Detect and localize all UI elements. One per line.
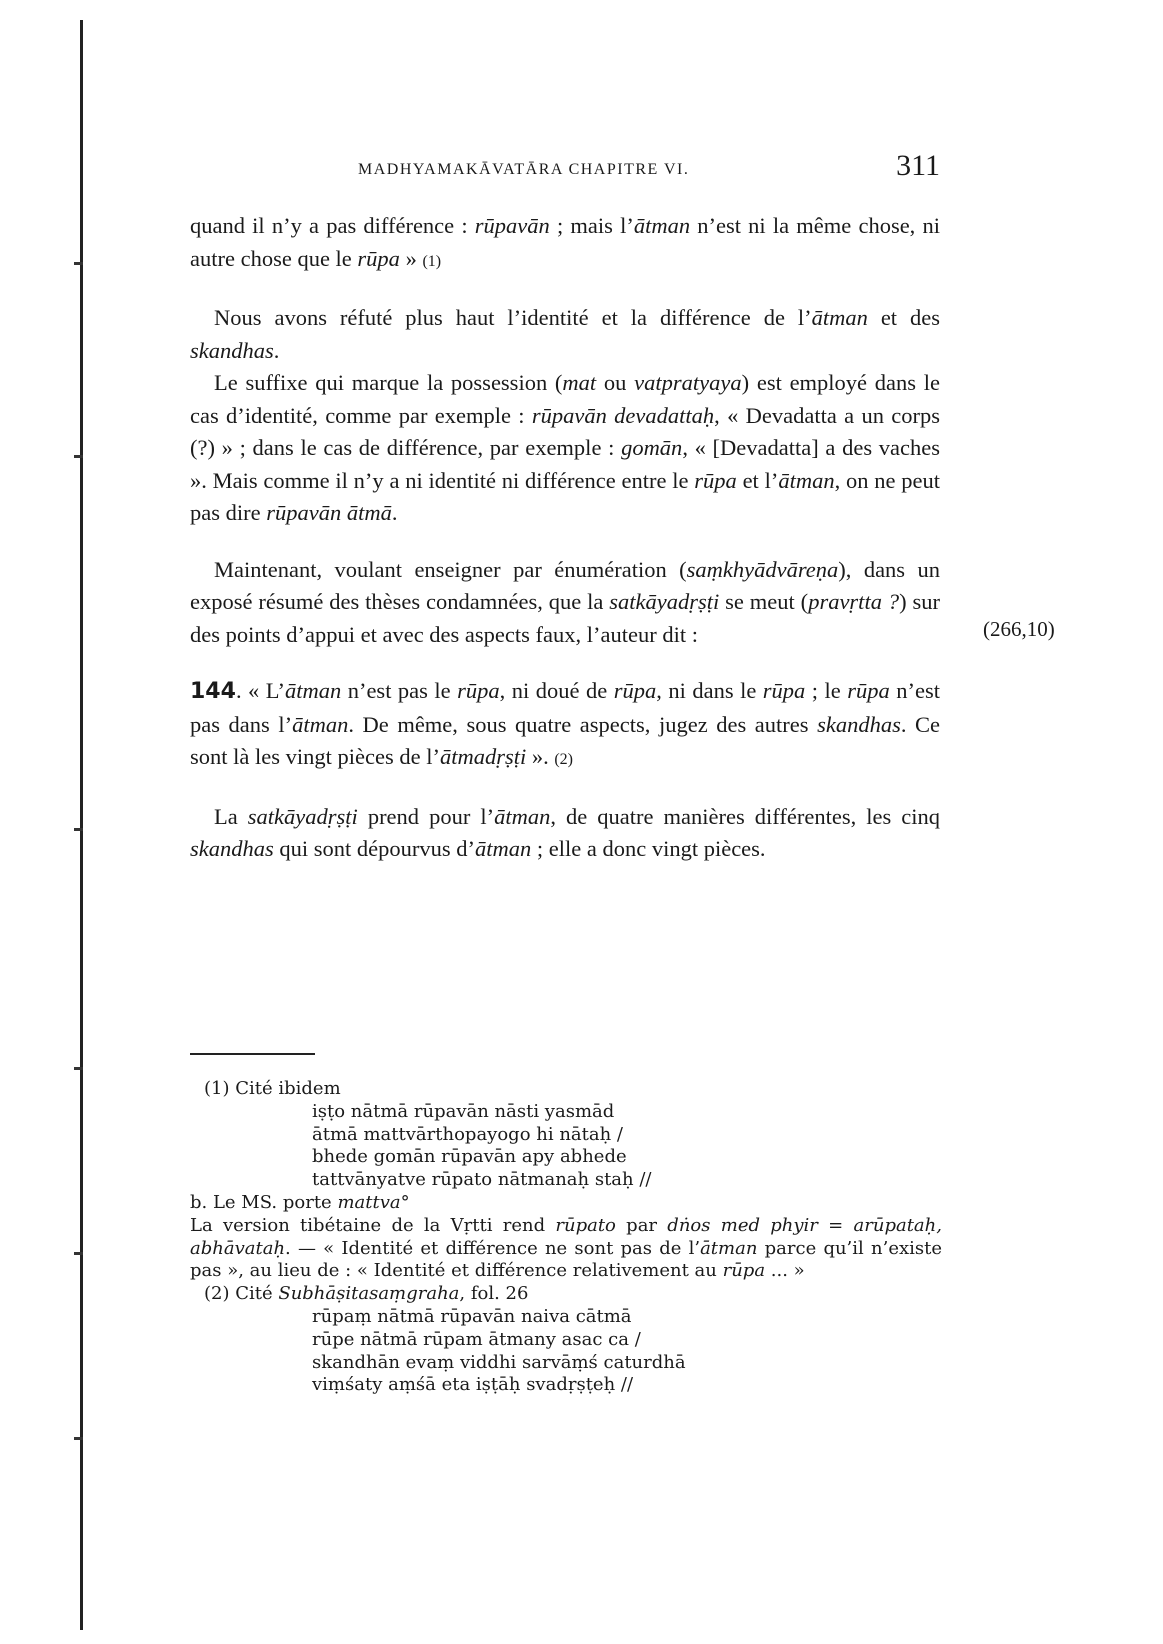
margin-reference: (266,10) [983, 617, 1055, 641]
verse-line: iṣṭo nātmā rūpavān nāsti yasmād [312, 1100, 615, 1122]
paragraph: La satkāyadṛṣṭi prend pour l’ātman, de quatre manières différentes, les cinq skandhas qui sont dépourvus d’ātman ; elle a donc vingt pièces. [190, 803, 941, 861]
footnote-label: (2) Cité Subhāṣitasaṃgraha, fol. 26 [204, 1283, 529, 1305]
footnote-label: (1) Cité ibidem [204, 1078, 341, 1099]
body-text [190, 210, 940, 866]
footnote-text: b. Le MS. porte mattva° [190, 1191, 410, 1213]
paragraph: quand il n’y a pas différence : rūpavān ; mais l’ātman n’est ni la même chose, ni autre chose que le rūpa » (1) [190, 213, 940, 271]
header-title: MADHYAMAKĀVATĀRA CHAPITRE VI. [358, 161, 690, 178]
footnotes [190, 1078, 942, 1397]
paragraph: Nous avons réfuté plus haut l’identité et la différence de l’ātman et des skandhas. [190, 305, 940, 363]
verse-144: 144. « L’ātman n’est pas le rūpa, ni doué de rūpa, ni dans le rūpa ; le rūpa n’est pas dans l’ātman. De même, sous quatre aspects, jugez des autres skandhas. Ce sont là les vingt pièces de l’ātmadṛṣṭi ». (2) [190, 678, 941, 769]
footnote-text: La version tibétaine de la Vṛtti rend rūpato par dṅos med phyir = arūpataḥ, abhāvataḥ. — « Identité et différence ne sont pas de l’ātman parce qu’il n’existe pas », au lieu de : « Identité et différence relativement au rūpa ... » [190, 1214, 942, 1282]
binding-tick [74, 1252, 83, 1255]
binding-tick [74, 1437, 83, 1440]
verse-line: rūpaṃ nātmā rūpavān naiva cātmā [312, 1305, 632, 1327]
verse-number: 144 [190, 679, 236, 704]
binding-tick [74, 262, 83, 265]
verse-line: ātmā mattvārthopayogo hi nātaḥ / [312, 1123, 624, 1145]
verse-line: rūpe nātmā rūpam ātmany asac ca / [312, 1328, 641, 1350]
footnote-rule [190, 1053, 315, 1055]
verse-line: bhede gomān rūpavān apy abhede [312, 1146, 627, 1168]
verse-line: tattvānyatve rūpato nātmanaḥ staḥ // [312, 1169, 652, 1191]
paragraph: Maintenant, voulant enseigner par énumération (saṃkhyādvāreṇa), dans un exposé résumé des thèses condamnées, que la satkāyadṛṣṭi se meut (pravṛtta ?) sur des points d’appui et avec des aspects faux, l’auteur dit : [190, 556, 940, 647]
footnote-ref: (1) [422, 252, 442, 270]
page-number: 311 [896, 149, 940, 182]
paragraph: Le suffixe qui marque la possession (mat ou vatpratyaya) est employé dans le cas d’identité, comme par exemple : rūpavān devadattaḥ, « Devadatta a un corps (?) » ; dans le cas de différence, par exemple : gomān, « [Devadatta] a des vaches ». Mais comme il n’y a ni identité ni différence entre le rūpa et l’ātman, on ne peut pas dire rūpavān ātmā. [190, 370, 941, 525]
footnote-ref: (2) [554, 751, 573, 768]
binding-tick [74, 455, 83, 458]
verse-line: skandhān evaṃ viddhi sarvāṃś caturdhā [312, 1351, 686, 1373]
verse-line: viṃśaty aṃśā eta iṣṭāḥ svadṛṣṭeḥ // [312, 1374, 634, 1396]
binding-tick [74, 1067, 83, 1070]
binding-tick [74, 828, 83, 831]
